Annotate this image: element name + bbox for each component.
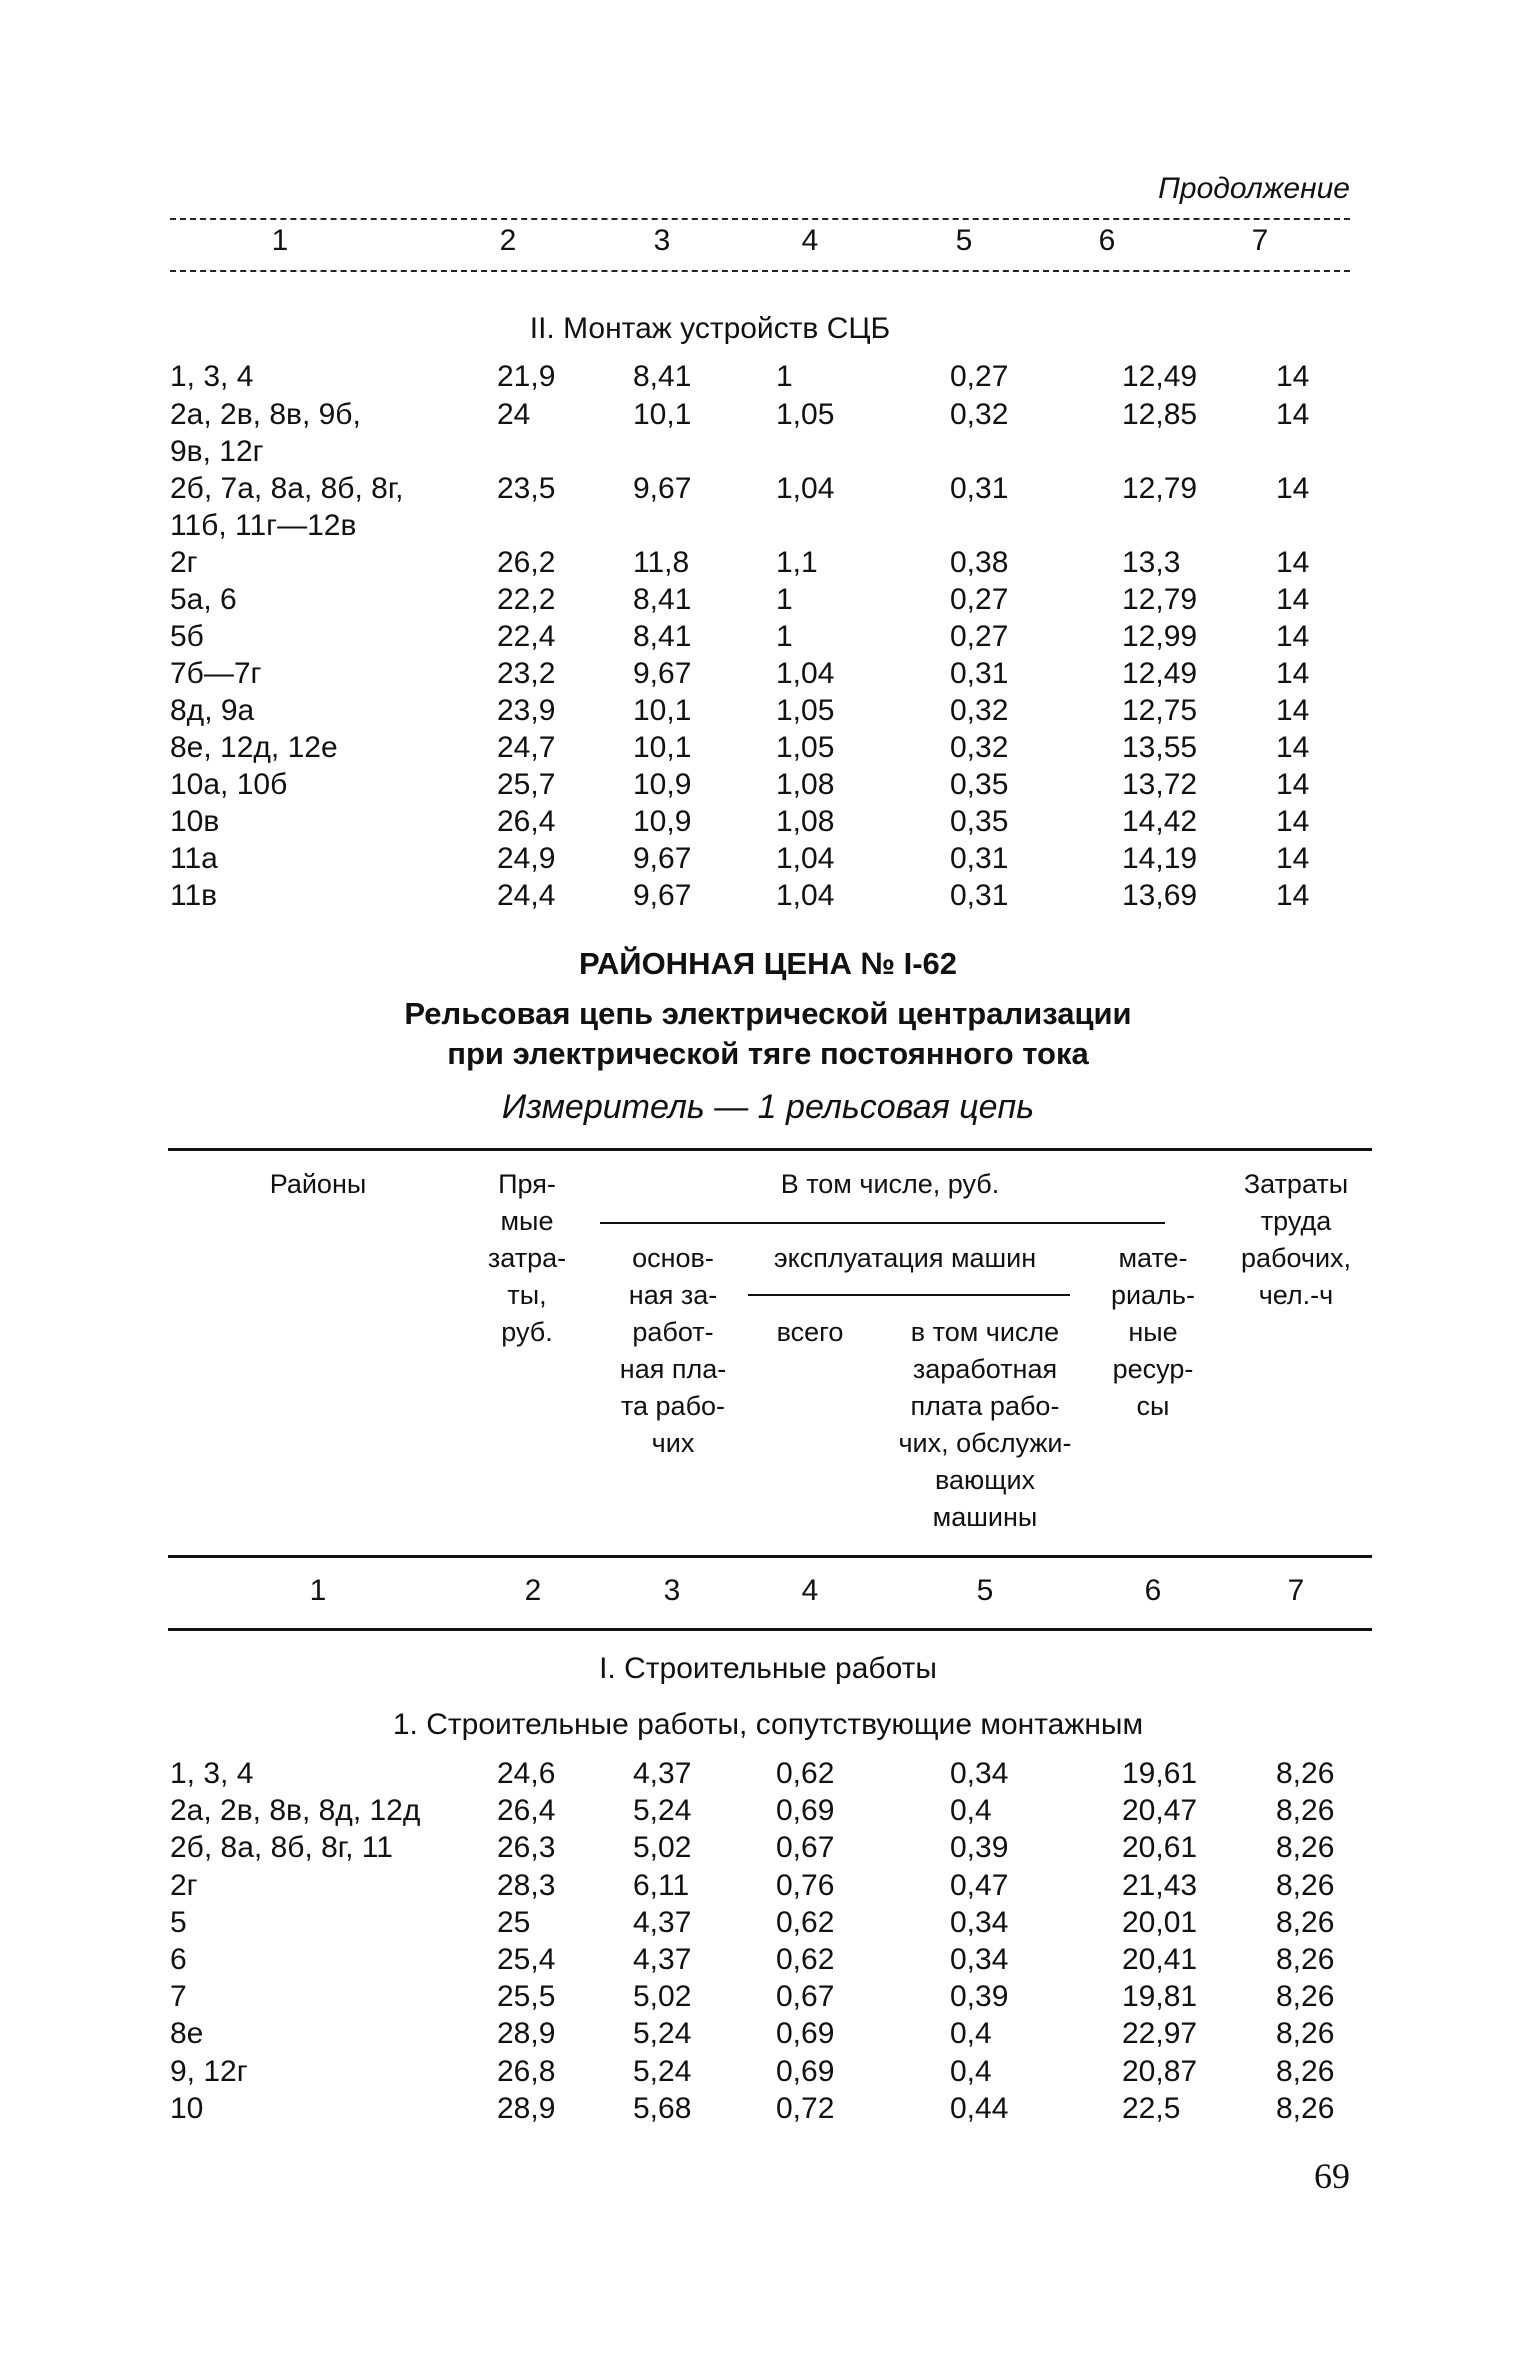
- table-cell: 0,34: [950, 1943, 1009, 1976]
- header-regions: Районы: [269, 1169, 367, 1199]
- row-label: 2г: [170, 546, 198, 579]
- table-cell: 8,26: [1276, 1943, 1335, 1976]
- table-cell: 1,04: [776, 472, 835, 505]
- table-cell: 10,9: [633, 768, 692, 801]
- table-cell: 20,41: [1122, 1943, 1198, 1976]
- top-rule-2: [170, 270, 1350, 272]
- table-cell: 1: [776, 620, 793, 653]
- table-cell: 21,9: [497, 360, 556, 393]
- header-base-wages: основ- ная за- работ- ная пла- та рабо- чих: [619, 1243, 727, 1458]
- table-cell: 0,31: [950, 879, 1009, 912]
- row-label: 11в: [170, 879, 218, 912]
- table-cell: 8,26: [1276, 1980, 1335, 2014]
- table-cell: 0,32: [950, 694, 1009, 727]
- continuation-label: Продолжение: [1158, 172, 1350, 205]
- table-cell: 8,41: [633, 583, 692, 616]
- table-cell: 0,67: [776, 1831, 835, 1865]
- table-cell: 1,05: [776, 694, 835, 727]
- table-cell: 0,44: [950, 2091, 1009, 2125]
- row-label: 2б, 7а, 8а, 8б, 8г,: [170, 472, 404, 505]
- table-cell: 23,9: [497, 694, 556, 727]
- table-cell: 14: [1276, 583, 1310, 616]
- table-cell: 20,87: [1122, 2054, 1198, 2088]
- table-cell: 23,5: [497, 472, 556, 505]
- column-number: 2: [499, 224, 517, 257]
- table-cell: 8,26: [1276, 2054, 1335, 2088]
- table-cell: 8,26: [1276, 1868, 1335, 1902]
- table-cell: 19,81: [1122, 1980, 1198, 2014]
- table-cell: 0,32: [950, 398, 1009, 431]
- table-cell: 0,27: [950, 620, 1009, 653]
- table-cell: 14: [1276, 398, 1310, 431]
- table-cell: 6,11: [633, 1868, 690, 1902]
- table-cell: 12,79: [1122, 472, 1198, 505]
- table-cell: 14: [1276, 694, 1310, 727]
- table-cell: 26,4: [497, 1794, 556, 1828]
- price-title-line2: при электрической тяге постоянного тока: [447, 1036, 1089, 1071]
- header-machine-operation: эксплуатация машин: [773, 1243, 1037, 1273]
- row-label: 5б: [170, 620, 204, 653]
- table-cell: 22,97: [1122, 2017, 1198, 2051]
- column-number: 1: [309, 1574, 327, 1607]
- table-cell: 1,04: [776, 842, 835, 875]
- row-label: 1, 3, 4: [170, 1757, 254, 1790]
- table-cell: 24,6: [497, 1757, 556, 1790]
- row-label: 8д, 9а: [170, 694, 255, 727]
- table-cell: 0,35: [950, 768, 1009, 801]
- row-label: 2а, 2в, 8в, 8д, 12д: [170, 1794, 421, 1828]
- table-cell: 13,55: [1122, 731, 1198, 764]
- table-cell: 26,8: [497, 2054, 556, 2088]
- column-number: 2: [524, 1574, 542, 1607]
- table-cell: 28,9: [497, 2017, 556, 2051]
- table-cell: 0,76: [776, 1868, 835, 1902]
- table-cell: 14: [1276, 472, 1310, 505]
- table-cell: 12,99: [1122, 620, 1198, 653]
- table-cell: 5,24: [633, 2054, 692, 2088]
- table-cell: 1,04: [776, 879, 835, 912]
- table-cell: 1: [776, 583, 793, 616]
- row-label: 1, 3, 4: [170, 360, 254, 393]
- bottom-section-title: I. Строительные работы: [599, 1652, 937, 1685]
- header-materials: мате- риаль- ные ресур- сы: [1111, 1243, 1195, 1421]
- column-number: 5: [955, 224, 973, 257]
- table-cell: 12,79: [1122, 583, 1198, 616]
- table-cell: 8,41: [633, 620, 692, 653]
- table-cell: 26,3: [497, 1831, 556, 1865]
- row-label: 2г: [170, 1868, 198, 1902]
- table-cell: 12,75: [1122, 694, 1198, 727]
- table-cell: 0,62: [776, 1905, 835, 1939]
- table-cell: 1: [776, 360, 793, 393]
- row-label: 5: [170, 1905, 187, 1939]
- table-cell: 21,43: [1122, 1868, 1198, 1902]
- table-cell: 8,26: [1276, 1831, 1335, 1865]
- table-cell: 26,2: [497, 546, 556, 579]
- table-cell: 12,49: [1122, 657, 1198, 690]
- table-cell: 14: [1276, 657, 1310, 690]
- column-number: 3: [653, 224, 671, 257]
- table-cell: 0,4: [950, 2017, 992, 2051]
- header-bottom-rule: [168, 1555, 1372, 1558]
- table-cell: 22,5: [1122, 2091, 1181, 2125]
- measure-unit: Измеритель — 1 рельсовая цепь: [501, 1088, 1035, 1126]
- table-cell: 23,2: [497, 657, 556, 690]
- table-cell: 5,24: [633, 1794, 692, 1828]
- table-cell: 0,4: [950, 2054, 992, 2088]
- table-cell: 10,9: [633, 805, 692, 838]
- table-cell: 24,7: [497, 731, 556, 764]
- table-cell: 0,69: [776, 2017, 835, 2051]
- row-label: 8е: [170, 2017, 204, 2051]
- column-number: 6: [1098, 224, 1116, 257]
- table-cell: 0,69: [776, 2054, 835, 2088]
- table-cell: 0,67: [776, 1980, 835, 2014]
- table-cell: 0,72: [776, 2091, 835, 2125]
- table-cell: 4,37: [633, 1943, 692, 1976]
- table-cell: 0,31: [950, 657, 1009, 690]
- row-label-cont: 9в, 12г: [170, 435, 264, 468]
- column-number: 3: [663, 1574, 681, 1607]
- row-label: 7: [170, 1980, 187, 2014]
- table-cell: 8,41: [633, 360, 692, 393]
- table-cell: 25,5: [497, 1980, 556, 2014]
- table-cell: 14: [1276, 768, 1310, 801]
- table-cell: 1,05: [776, 731, 835, 764]
- table-cell: 1,04: [776, 657, 835, 690]
- table-cell: 24: [497, 398, 531, 431]
- column-number: 1: [271, 224, 289, 257]
- table-cell: 5,02: [633, 1831, 692, 1865]
- row-label-cont: 11б, 11г—12в: [170, 509, 357, 542]
- table-cell: 0,39: [950, 1831, 1009, 1865]
- table-cell: 0,62: [776, 1943, 835, 1976]
- row-label: 2а, 2в, 8в, 9б,: [170, 398, 361, 431]
- table-cell: 25,7: [497, 768, 556, 801]
- table-cell: 4,37: [633, 1757, 692, 1790]
- table-cell: 13,69: [1122, 879, 1198, 912]
- table-cell: 14: [1276, 620, 1310, 653]
- table-cell: 14,42: [1122, 805, 1198, 838]
- row-label: 7б—7г: [170, 657, 262, 690]
- table-cell: 0,32: [950, 731, 1009, 764]
- table-cell: 1,1: [776, 546, 818, 579]
- table-cell: 5,68: [633, 2091, 692, 2125]
- table-cell: 9,67: [633, 657, 692, 690]
- table-cell: 8,26: [1276, 1905, 1335, 1939]
- table-cell: 8,26: [1276, 1757, 1335, 1790]
- table-cell: 0,62: [776, 1757, 835, 1790]
- column-number: 6: [1144, 1574, 1162, 1607]
- top-rule: [170, 218, 1350, 220]
- table-cell: 1,08: [776, 768, 835, 801]
- row-label: 9, 12г: [170, 2054, 248, 2088]
- table-cell: 0,4: [950, 1794, 992, 1828]
- table-cell: 0,34: [950, 1905, 1009, 1939]
- price-heading: РАЙОННАЯ ЦЕНА № I-62: [578, 946, 958, 981]
- table-cell: 0,38: [950, 546, 1009, 579]
- column-number: 4: [801, 1574, 819, 1607]
- table-cell: 24,4: [497, 879, 556, 912]
- table-cell: 0,34: [950, 1757, 1009, 1790]
- colnum-bottom-rule: [168, 1628, 1372, 1631]
- table-cell: 14: [1276, 546, 1310, 579]
- table-cell: 25,4: [497, 1943, 556, 1976]
- table-cell: 1,05: [776, 398, 835, 431]
- column-number: 4: [801, 224, 819, 257]
- table-cell: 0,27: [950, 360, 1009, 393]
- table-cell: 10,1: [633, 398, 692, 431]
- page-number: 69: [1314, 2156, 1350, 2196]
- table-cell: 9,67: [633, 879, 692, 912]
- table-cell: 0,69: [776, 1794, 835, 1828]
- table-cell: 5,24: [633, 2017, 692, 2051]
- table-cell: 28,9: [497, 2091, 556, 2125]
- table-cell: 0,47: [950, 1868, 1009, 1902]
- column-number: 7: [1251, 224, 1269, 257]
- header-top-rule: [168, 1148, 1372, 1151]
- row-label: 10: [170, 2091, 204, 2125]
- table-cell: 20,47: [1122, 1794, 1198, 1828]
- table-cell: 14: [1276, 805, 1310, 838]
- table-cell: 12,49: [1122, 360, 1198, 393]
- row-label: 8е, 12д, 12е: [170, 731, 338, 764]
- table-cell: 13,72: [1122, 768, 1198, 801]
- table-cell: 10,1: [633, 694, 692, 727]
- column-number: 5: [976, 1574, 994, 1607]
- table-cell: 14: [1276, 879, 1310, 912]
- table-cell: 14: [1276, 360, 1310, 393]
- table-cell: 26,4: [497, 805, 556, 838]
- header-machine-rule: [748, 1294, 1070, 1296]
- header-total: всего: [776, 1317, 844, 1347]
- table-cell: 25: [497, 1905, 531, 1939]
- row-label: 5а, 6: [170, 583, 237, 616]
- table-cell: 1,08: [776, 805, 835, 838]
- table-cell: 22,4: [497, 620, 556, 653]
- table-cell: 0,27: [950, 583, 1009, 616]
- table-cell: 9,67: [633, 842, 692, 875]
- table-cell: 19,61: [1122, 1757, 1198, 1790]
- row-label: 11а: [170, 842, 218, 875]
- table-cell: 9,67: [633, 472, 692, 505]
- row-label: 10в: [170, 805, 220, 838]
- table-cell: 0,35: [950, 805, 1009, 838]
- table-cell: 20,01: [1122, 1905, 1198, 1939]
- table-cell: 11,8: [633, 546, 690, 579]
- bottom-subsection-title: 1. Строительные работы, сопутствующие монтажным: [392, 1708, 1144, 1741]
- price-title-line1: Рельсовая цепь электрической централизации: [404, 996, 1132, 1031]
- table-cell: 0,31: [950, 472, 1009, 505]
- table-cell: 14: [1276, 731, 1310, 764]
- table-cell: 8,26: [1276, 2017, 1335, 2051]
- header-labor: Затраты труда рабочих, чел.-ч: [1240, 1169, 1352, 1310]
- top-section-title: II. Монтаж устройств СЦБ: [529, 312, 891, 345]
- header-group-rule: [600, 1222, 1165, 1224]
- header-machine-wages: в том числе заработная плата рабо- чих, обслужи- вающих машины: [898, 1317, 1072, 1532]
- table-cell: 13,3: [1122, 546, 1181, 579]
- row-label: 6: [170, 1943, 187, 1976]
- table-cell: 10,1: [633, 731, 692, 764]
- table-cell: 4,37: [633, 1905, 692, 1939]
- table-cell: 28,3: [497, 1868, 556, 1902]
- row-label: 2б, 8а, 8б, 8г, 11: [170, 1831, 393, 1865]
- table-cell: 0,39: [950, 1980, 1009, 2014]
- table-cell: 14,19: [1122, 842, 1198, 875]
- table-cell: 0,31: [950, 842, 1009, 875]
- table-cell: 5,02: [633, 1980, 692, 2014]
- table-cell: 12,85: [1122, 398, 1198, 431]
- table-cell: 14: [1276, 842, 1310, 875]
- header-direct-costs: Пря- мые затра- ты, руб.: [487, 1169, 567, 1347]
- table-cell: 22,2: [497, 583, 556, 616]
- header-group-incl: В том числе, руб.: [780, 1169, 1000, 1199]
- table-cell: 8,26: [1276, 1794, 1335, 1828]
- column-number: 7: [1287, 1574, 1305, 1607]
- table-cell: 20,61: [1122, 1831, 1198, 1865]
- table-cell: 8,26: [1276, 2091, 1335, 2125]
- row-label: 10а, 10б: [170, 768, 288, 801]
- table-cell: 24,9: [497, 842, 556, 875]
